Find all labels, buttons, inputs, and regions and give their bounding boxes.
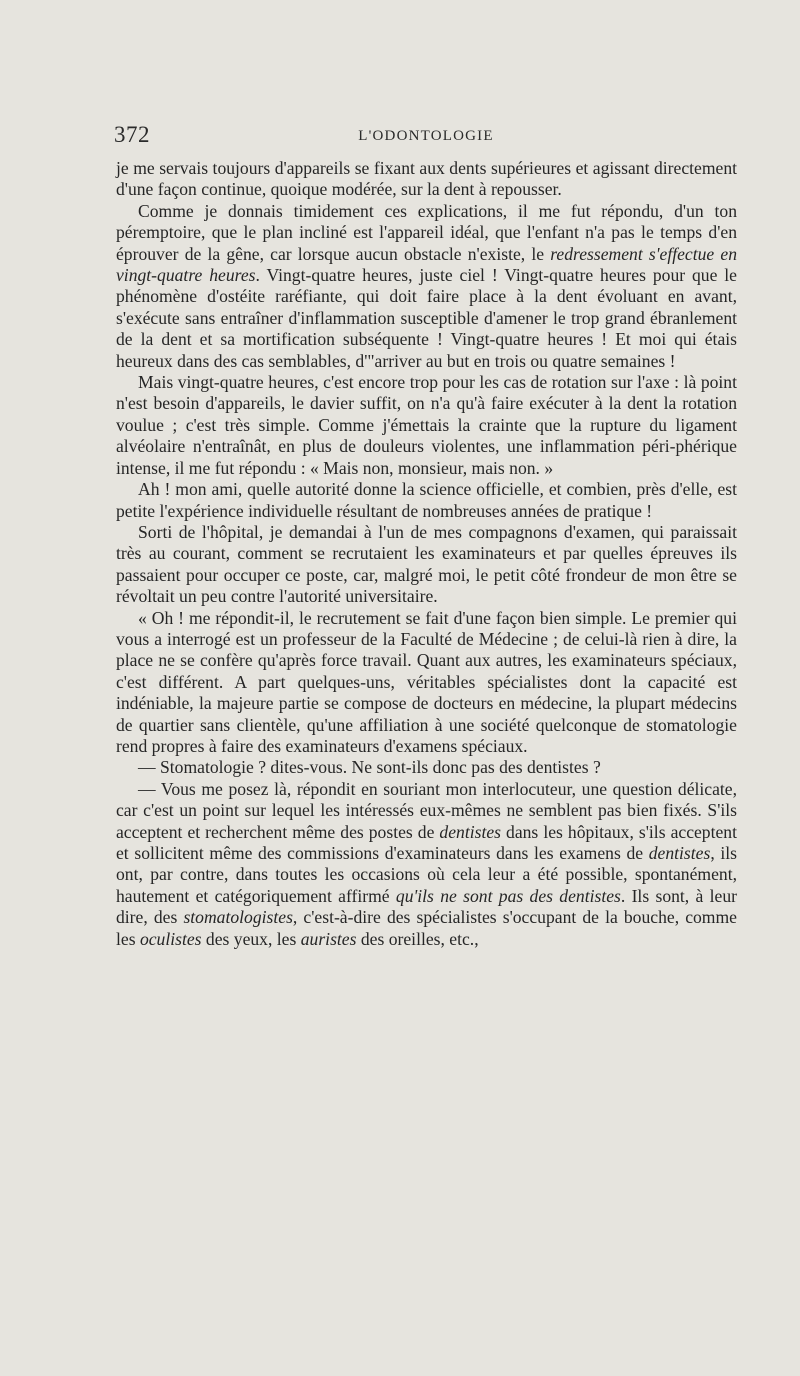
text-run: Mais vingt-quatre heures, c'est encore trop pour les cas de rotation sur l'axe : là point n'est besoin d'appareils, le davier suffit, on n'a qu'à faire exécuter à la dent la rotation voulue ; c'est très simple. Comme j'émettais la crainte que la rupture du ligament alvéolaire n'entraînât, en plus de douleurs violentes, une inflammation péri-phérique intense, il me fut répondu : « Mais non, monsieur, mais non. » — [116, 372, 737, 478]
text-run: des yeux, les — [201, 928, 301, 949]
text-run: , ils ont, par contre, dans toutes les occasions où cela leur a été possible, spontanément, hautement et catégoriquement affirmé — [116, 843, 737, 906]
paragraph — [116, 608, 737, 758]
italic-text: qu'ils ne sont pas des dentistes — [395, 885, 621, 906]
italic-text: dentistes — [439, 821, 501, 842]
text-run: Sorti de l'hôpital, je demandai à l'un de mes compagnons d'examen, qui paraissait très au courant, comment se recrutaient les examinateurs et par quelles épreuves ils passaient pour occuper ce poste, car, malgré moi, le petit côté frondeur de mon être se révoltait un peu contre l'autorité universitaire. — [116, 521, 737, 607]
paragraph — [116, 522, 737, 608]
text-run: Comme je donnais timidement ces explications, il me fut répondu, d'un ton péremptoire, que le plan incliné est l'appareil idéal, que l'enfant n'a pas le temps d'en éprouver de la gêne, car lorsque aucun obstacle n'existe, le — [116, 200, 737, 264]
italic-text: dentistes — [648, 843, 711, 863]
paragraph — [116, 158, 737, 201]
body-text — [116, 158, 737, 950]
running-title: L'ODONTOLOGIE — [358, 128, 494, 144]
paragraph — [116, 201, 737, 372]
text-run: — Stomatologie ? dites-vous. Ne sont-ils donc pas des dentistes ? — [138, 757, 601, 778]
page-header — [114, 122, 738, 152]
paragraph — [116, 372, 737, 479]
italic-text: auristes — [300, 928, 357, 949]
italic-text: redressement s'effectue en vingt-quatre heures — [116, 243, 737, 286]
paragraph — [116, 479, 737, 522]
text-run: « Oh ! me répondit-il, le recrutement se fait d'une façon bien simple. Le premier qui vous a interrogé est un professeur de la Faculté de Médecine ; de celui-là rien à dire, la place ne se confère qu'après force travail. Quant aux autres, les examinateurs spéciaux, c'est différent. A part quelques-uns, véritables spécialistes dont la capacité est indéniable, la majeure partie se compose de docteurs en médecine, la plupart médecins de quartier sans clientèle, qu'une affiliation à une société quelconque de stomatologie rend propres à faire des examinateurs d'examens spéciaux. — [116, 607, 737, 756]
text-run: Ah ! mon ami, quelle autorité donne la science officielle, et combien, près d'elle, est petite l'expérience individuelle résultant de nombreuses années de pratique ! — [116, 479, 737, 521]
paragraph — [116, 757, 737, 778]
page-number: 372 — [114, 122, 150, 147]
text-run: — Vous me posez là, répondit en souriant mon interlocuteur, une question délicate, car c'est un point sur lequel les intéressés eux-mêmes ne semblent pas bien fixés. S'ils acceptent et recherchent même des postes de — [116, 778, 737, 842]
text-run: dans les hôpitaux, s'ils acceptent et sollicitent même des commissions d'examinateurs dans les examens de — [116, 821, 737, 863]
text-run: je me servais toujours d'appareils se fixant aux dents supérieures et agissant directement d'une façon continue, quoique modérée, sur la dent à repousser. — [116, 158, 737, 200]
text-run: , c'est-à-dire des spécialistes s'occupant de la bouche, comme les — [116, 907, 737, 949]
text-run: . Vingt-quatre heures, juste ciel ! Vingt-quatre heures pour que le phénomène d'ostéite raréfiante, qui doit faire place à la dent évoluant en avant, s'exécute sans entraîner d'inflammation susceptible d'amener le trop grand ébranlement de la dent et sa mortification subséquente ! Vingt-quatre heures ! Et moi qui étais heureux dans des cas semblables, d'"arriver au but en trois ou quatre semaines ! — [116, 265, 737, 371]
paragraph — [116, 779, 737, 950]
italic-text: oculistes — [139, 928, 202, 949]
italic-text: stomatologistes — [183, 907, 293, 928]
text-run: . Ils sont, à leur dire, des — [116, 885, 737, 928]
text-run: des oreilles, etc., — [356, 928, 479, 949]
